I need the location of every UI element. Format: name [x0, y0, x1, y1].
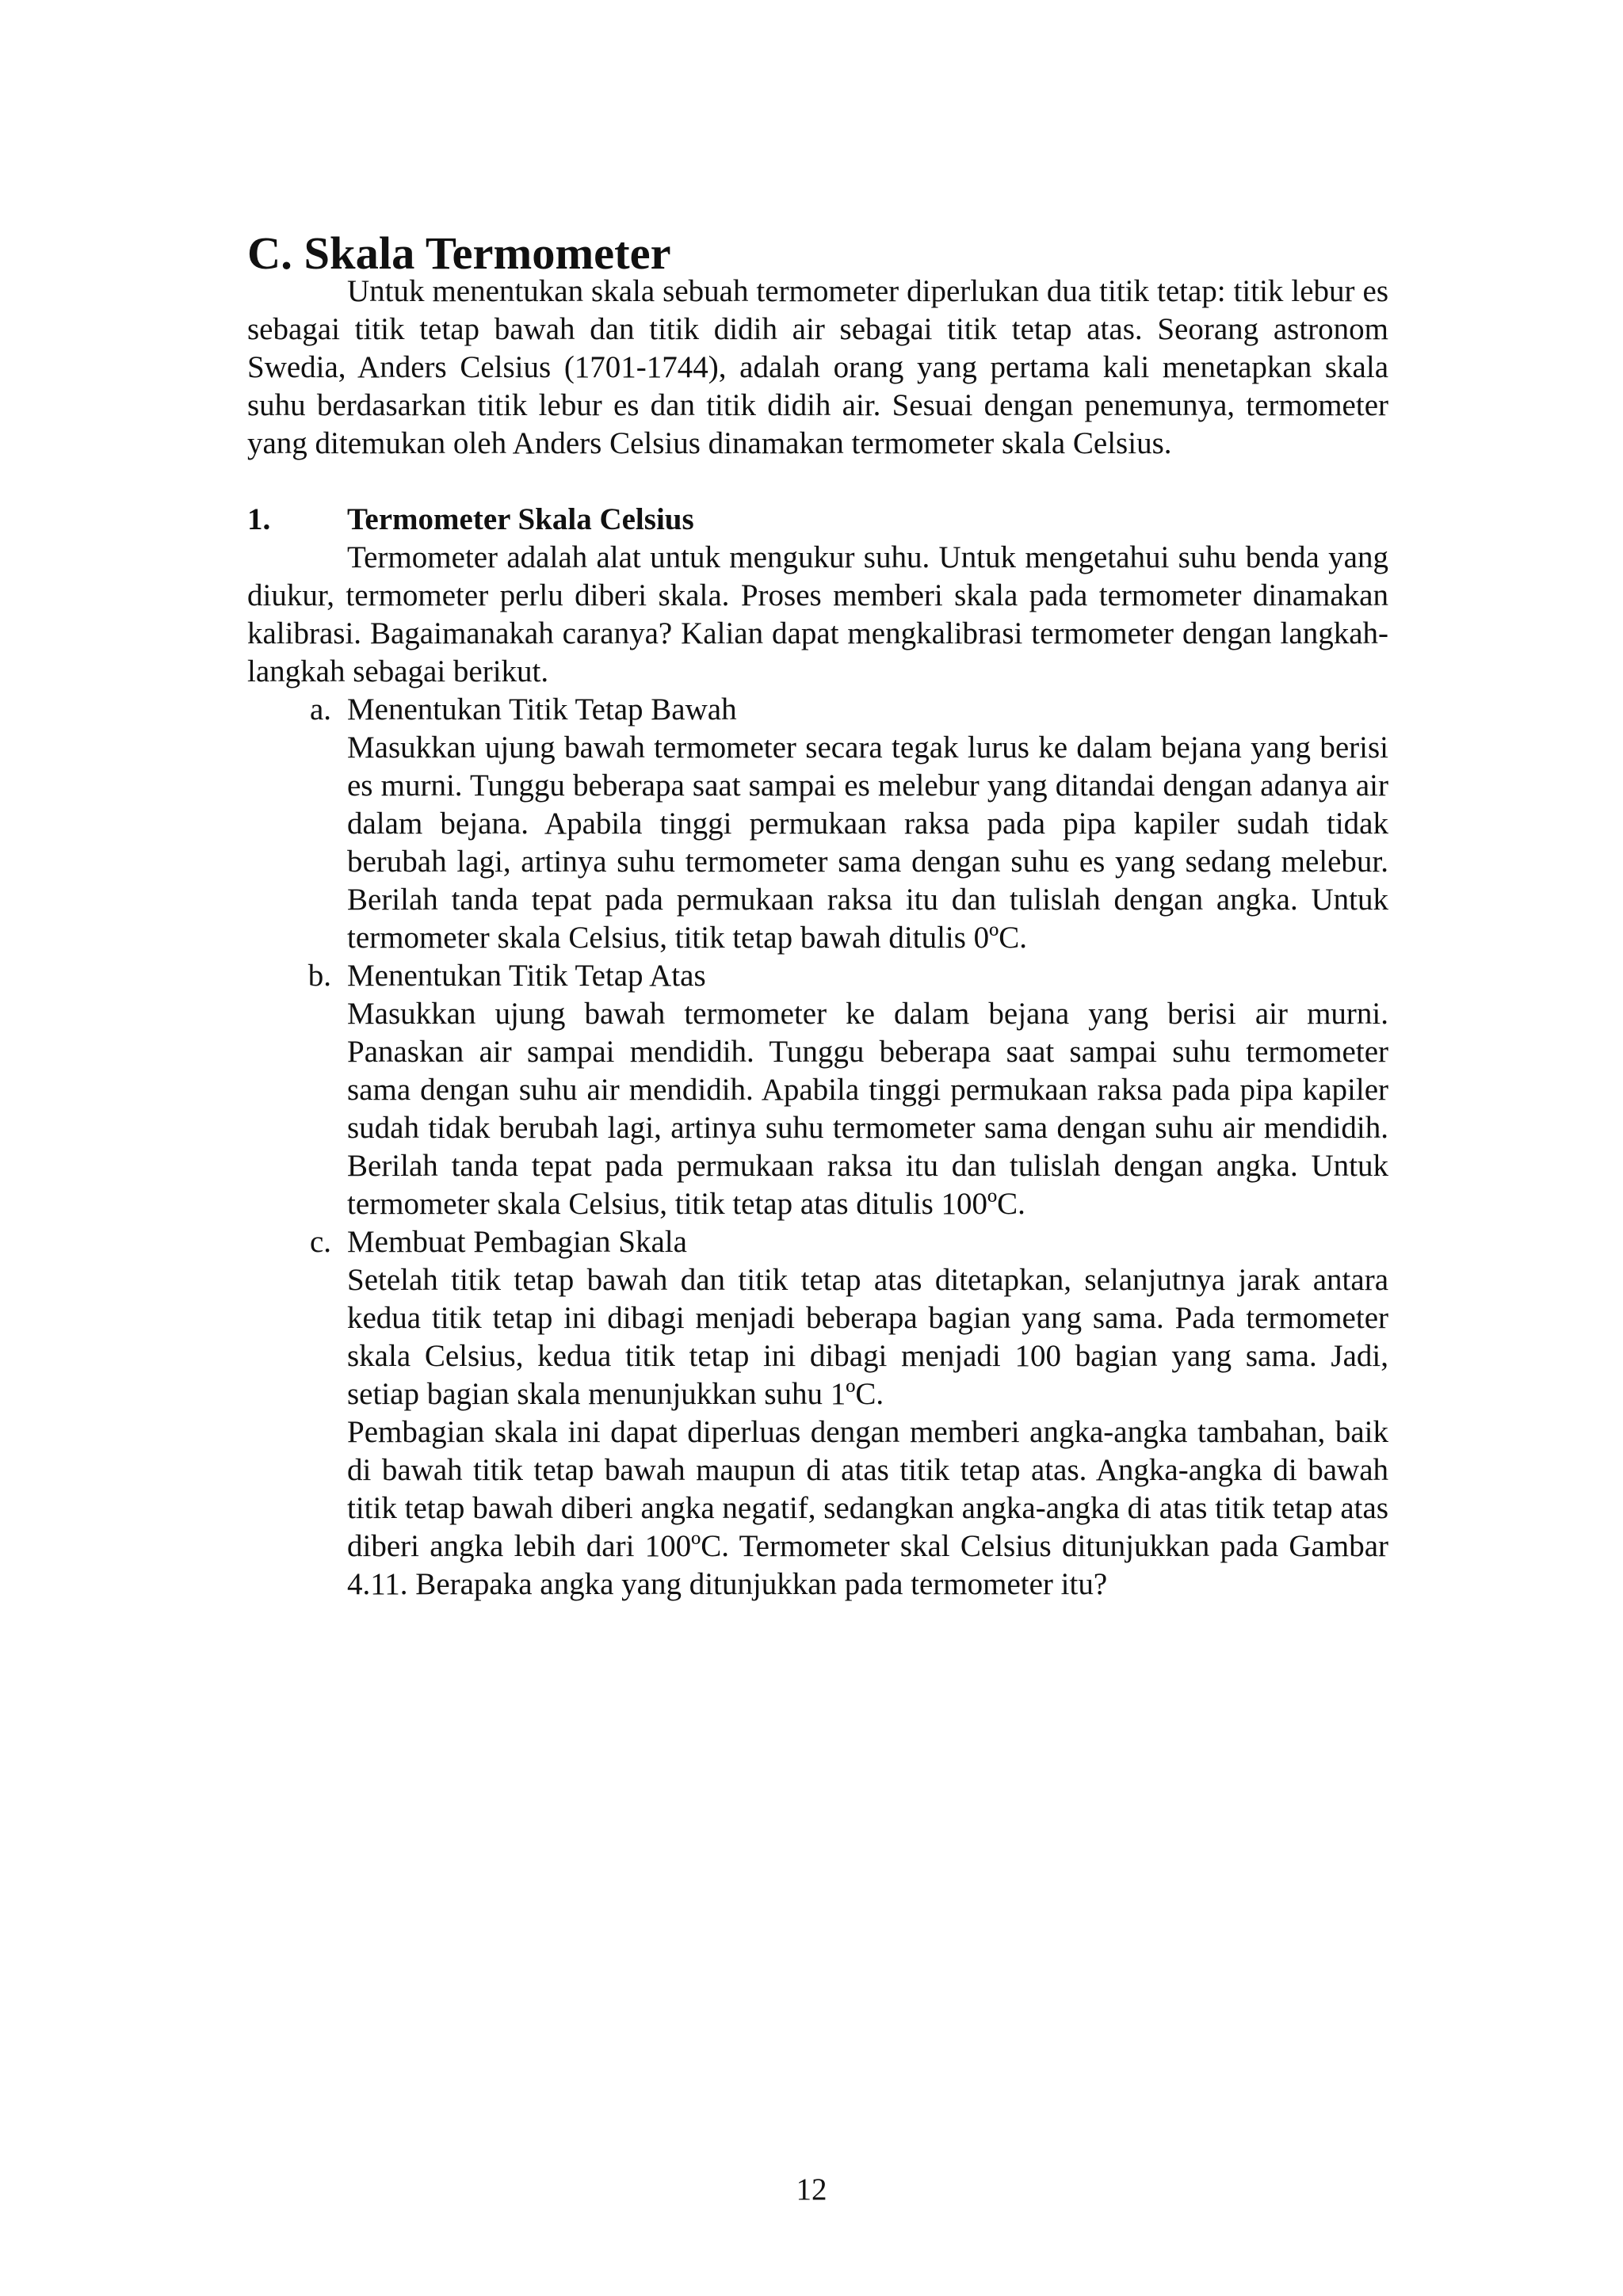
subsection-title: Termometer Skala Celsius: [347, 502, 694, 536]
list-item-content: [347, 957, 1388, 1223]
list-marker: c.: [309, 1225, 331, 1259]
list-item: [247, 957, 1388, 1223]
subsection-heading: [247, 501, 1388, 539]
section-title: C. Skala Termometer: [247, 227, 671, 279]
list-item: [247, 1223, 1388, 1604]
list-item-paragraph: Masukkan ujung bawah termometer ke dalam bejana yang berisi air murni. Panaskan air sampai mendidih. Tunggu beberapa saat sampai suhu termometer sama dengan suhu air mendidih. Apabila tinggi permukaan raksa pada pipa kapiler sudah tidak berubah lagi, artinya suhu termometer sama dengan suhu air mendidih. Berilah tanda tepat pada permukaan raksa itu dan tulislah dengan angka. Untuk termometer skala Celsius, titik tetap atas ditulis 100ºC.: [347, 997, 1388, 1221]
list-item-content: [347, 1223, 1388, 1604]
list-item-label: Menentukan Titik Tetap Atas: [347, 959, 706, 993]
section-intro-paragraph: Untuk menentukan skala sebuah termometer diperlukan dua titik tetap: titik lebur es sebagai titik tetap bawah dan titik didih air sebagai titik tetap atas. Seorang astronom Swedia, Anders Celsius (1701-1744), adalah orang yang pertama kali menetapkan skala suhu berdasarkan titik lebur es dan titik didih air. Sesuai dengan penemunya, termometer yang ditemukan oleh Anders Celsius dinamakan termometer skala Celsius.: [247, 274, 1388, 460]
list-item-label: Membuat Pembagian Skala: [347, 1225, 687, 1259]
list-marker: a.: [309, 692, 331, 727]
list-item-label: Menentukan Titik Tetap Bawah: [347, 692, 737, 727]
list-marker: b.: [307, 959, 331, 993]
list-item-paragraph: Setelah titik tetap bawah dan titik tetap atas ditetapkan, selanjutnya jarak antara kedua titik tetap ini dibagi menjadi beberapa bagian yang sama. Pada termometer skala Celsius, kedua titik tetap ini dibagi menjadi 100 bagian yang sama. Jadi, setiap bagian skala menunjukkan suhu 1ºC.: [347, 1263, 1388, 1411]
list-item: [247, 691, 1388, 957]
page-number: 12: [796, 2172, 827, 2206]
paragraph-gap: [247, 463, 1388, 501]
list-item-paragraph: Pembagian skala ini dapat diperluas dengan memberi angka-angka tambahan, baik di bawah titik tetap bawah maupun di atas titik tetap atas. Angka-angka di bawah titik tetap bawah diberi angka negatif, sedangkan angka-angka di atas titik tetap atas diberi angka lebih dari 100ºC. Termometer skal Celsius ditunjukkan pada Gambar 4.11. Berapaka angka yang ditunjukkan pada termometer itu?: [347, 1415, 1388, 1601]
subsection-number: 1.: [247, 502, 271, 536]
list-item-content: [347, 691, 1388, 957]
document-page: [247, 227, 1388, 1604]
list-item-paragraph: Masukkan ujung bawah termometer secara tegak lurus ke dalam bejana yang berisi es murni. Tunggu beberapa saat sampai es melebur yang ditandai dengan adanya air dalam bejana. Apabila tinggi permukaan raksa pada pipa kapiler sudah tidak berubah lagi, artinya suhu termometer sama dengan suhu es yang sedang melebur. Berilah tanda tepat pada permukaan raksa itu dan tulislah dengan angka. Untuk termometer skala Celsius, titik tetap bawah ditulis 0ºC.: [347, 730, 1388, 955]
subsection-intro-paragraph: Termometer adalah alat untuk mengukur suhu. Untuk mengetahui suhu benda yang diukur, termometer perlu diberi skala. Proses memberi skala pada termometer dinamakan kalibrasi. Bagaimanakah caranya? Kalian dapat mengkalibrasi termometer dengan langkah-langkah sebagai berikut.: [247, 540, 1388, 688]
